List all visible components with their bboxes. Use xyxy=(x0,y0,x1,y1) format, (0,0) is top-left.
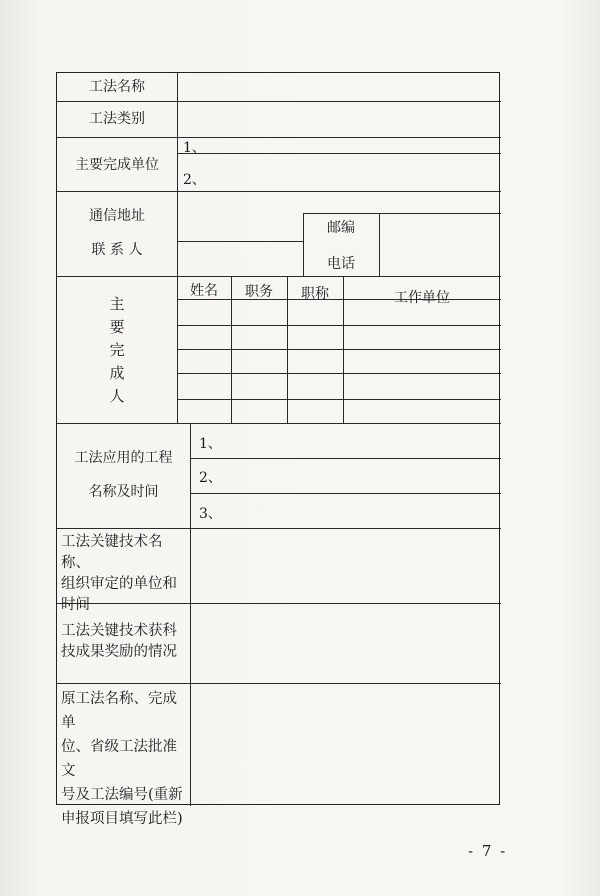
original-label-line-4: 申报项目填写此栏) xyxy=(61,811,183,827)
project-row-2[interactable]: 2、 xyxy=(199,470,222,486)
method-name-label: 工法名称 xyxy=(89,79,145,95)
address-field[interactable] xyxy=(179,193,301,240)
project-row-1[interactable]: 1、 xyxy=(199,436,222,452)
application-form-table xyxy=(56,72,500,827)
key-tech-label-line-3: 时间 xyxy=(61,597,90,613)
contact-label: 联 系 人 xyxy=(91,242,143,258)
projects-label-line-2: 名称及时间 xyxy=(88,484,159,500)
main-persons-char-5: 人 xyxy=(109,387,125,405)
main-persons-char-1: 主 xyxy=(109,295,125,313)
address-label: 通信地址 xyxy=(89,208,145,224)
person-header-title: 职称 xyxy=(301,286,329,302)
award-label-line-1: 工法关键技术获科 xyxy=(61,623,177,639)
method-category-field[interactable] xyxy=(179,103,499,136)
page-number: - 7 - xyxy=(468,842,508,860)
person-header-workplace: 工作单位 xyxy=(394,290,450,306)
key-tech-label-line-2: 组织审定的单位和 xyxy=(61,576,177,592)
postcode-field[interactable] xyxy=(381,193,499,212)
project-row-3[interactable]: 3、 xyxy=(199,506,222,522)
method-name-field[interactable] xyxy=(179,74,499,100)
contact-field[interactable] xyxy=(179,243,301,275)
method-category-label: 工法类别 xyxy=(89,111,145,127)
phone-label: 电话 xyxy=(327,256,355,272)
postcode-label: 邮编 xyxy=(327,220,355,236)
phone-field[interactable] xyxy=(381,215,499,275)
award-field[interactable] xyxy=(192,605,499,682)
original-label-line-2: 位、省级工法批准文 xyxy=(61,739,177,779)
main-unit-row-2[interactable]: 2、 xyxy=(183,172,206,188)
main-persons-char-2: 要 xyxy=(109,318,125,336)
key-tech-field[interactable] xyxy=(192,530,499,602)
main-persons-char-3: 完 xyxy=(109,341,125,359)
key-tech-label xyxy=(61,532,189,616)
main-persons-char-4: 成 xyxy=(109,364,125,382)
original-label-line-3: 号及工法编号(重新 xyxy=(61,787,183,803)
person-header-duty: 职务 xyxy=(245,284,273,300)
main-unit-label: 主要完成单位 xyxy=(75,157,159,173)
key-tech-label-line-1: 工法关键技术名称、 xyxy=(61,534,163,571)
main-unit-row-1[interactable]: 1、 xyxy=(183,140,206,156)
original-label-line-1: 原工法名称、完成单 xyxy=(61,691,177,731)
projects-label-line-1: 工法应用的工程 xyxy=(74,450,173,466)
award-label xyxy=(61,621,189,663)
original-method-field[interactable] xyxy=(192,685,499,803)
award-label-line-2: 技成果奖励的情况 xyxy=(61,644,177,660)
original-method-label xyxy=(61,687,189,831)
person-header-name: 姓名 xyxy=(190,283,218,299)
